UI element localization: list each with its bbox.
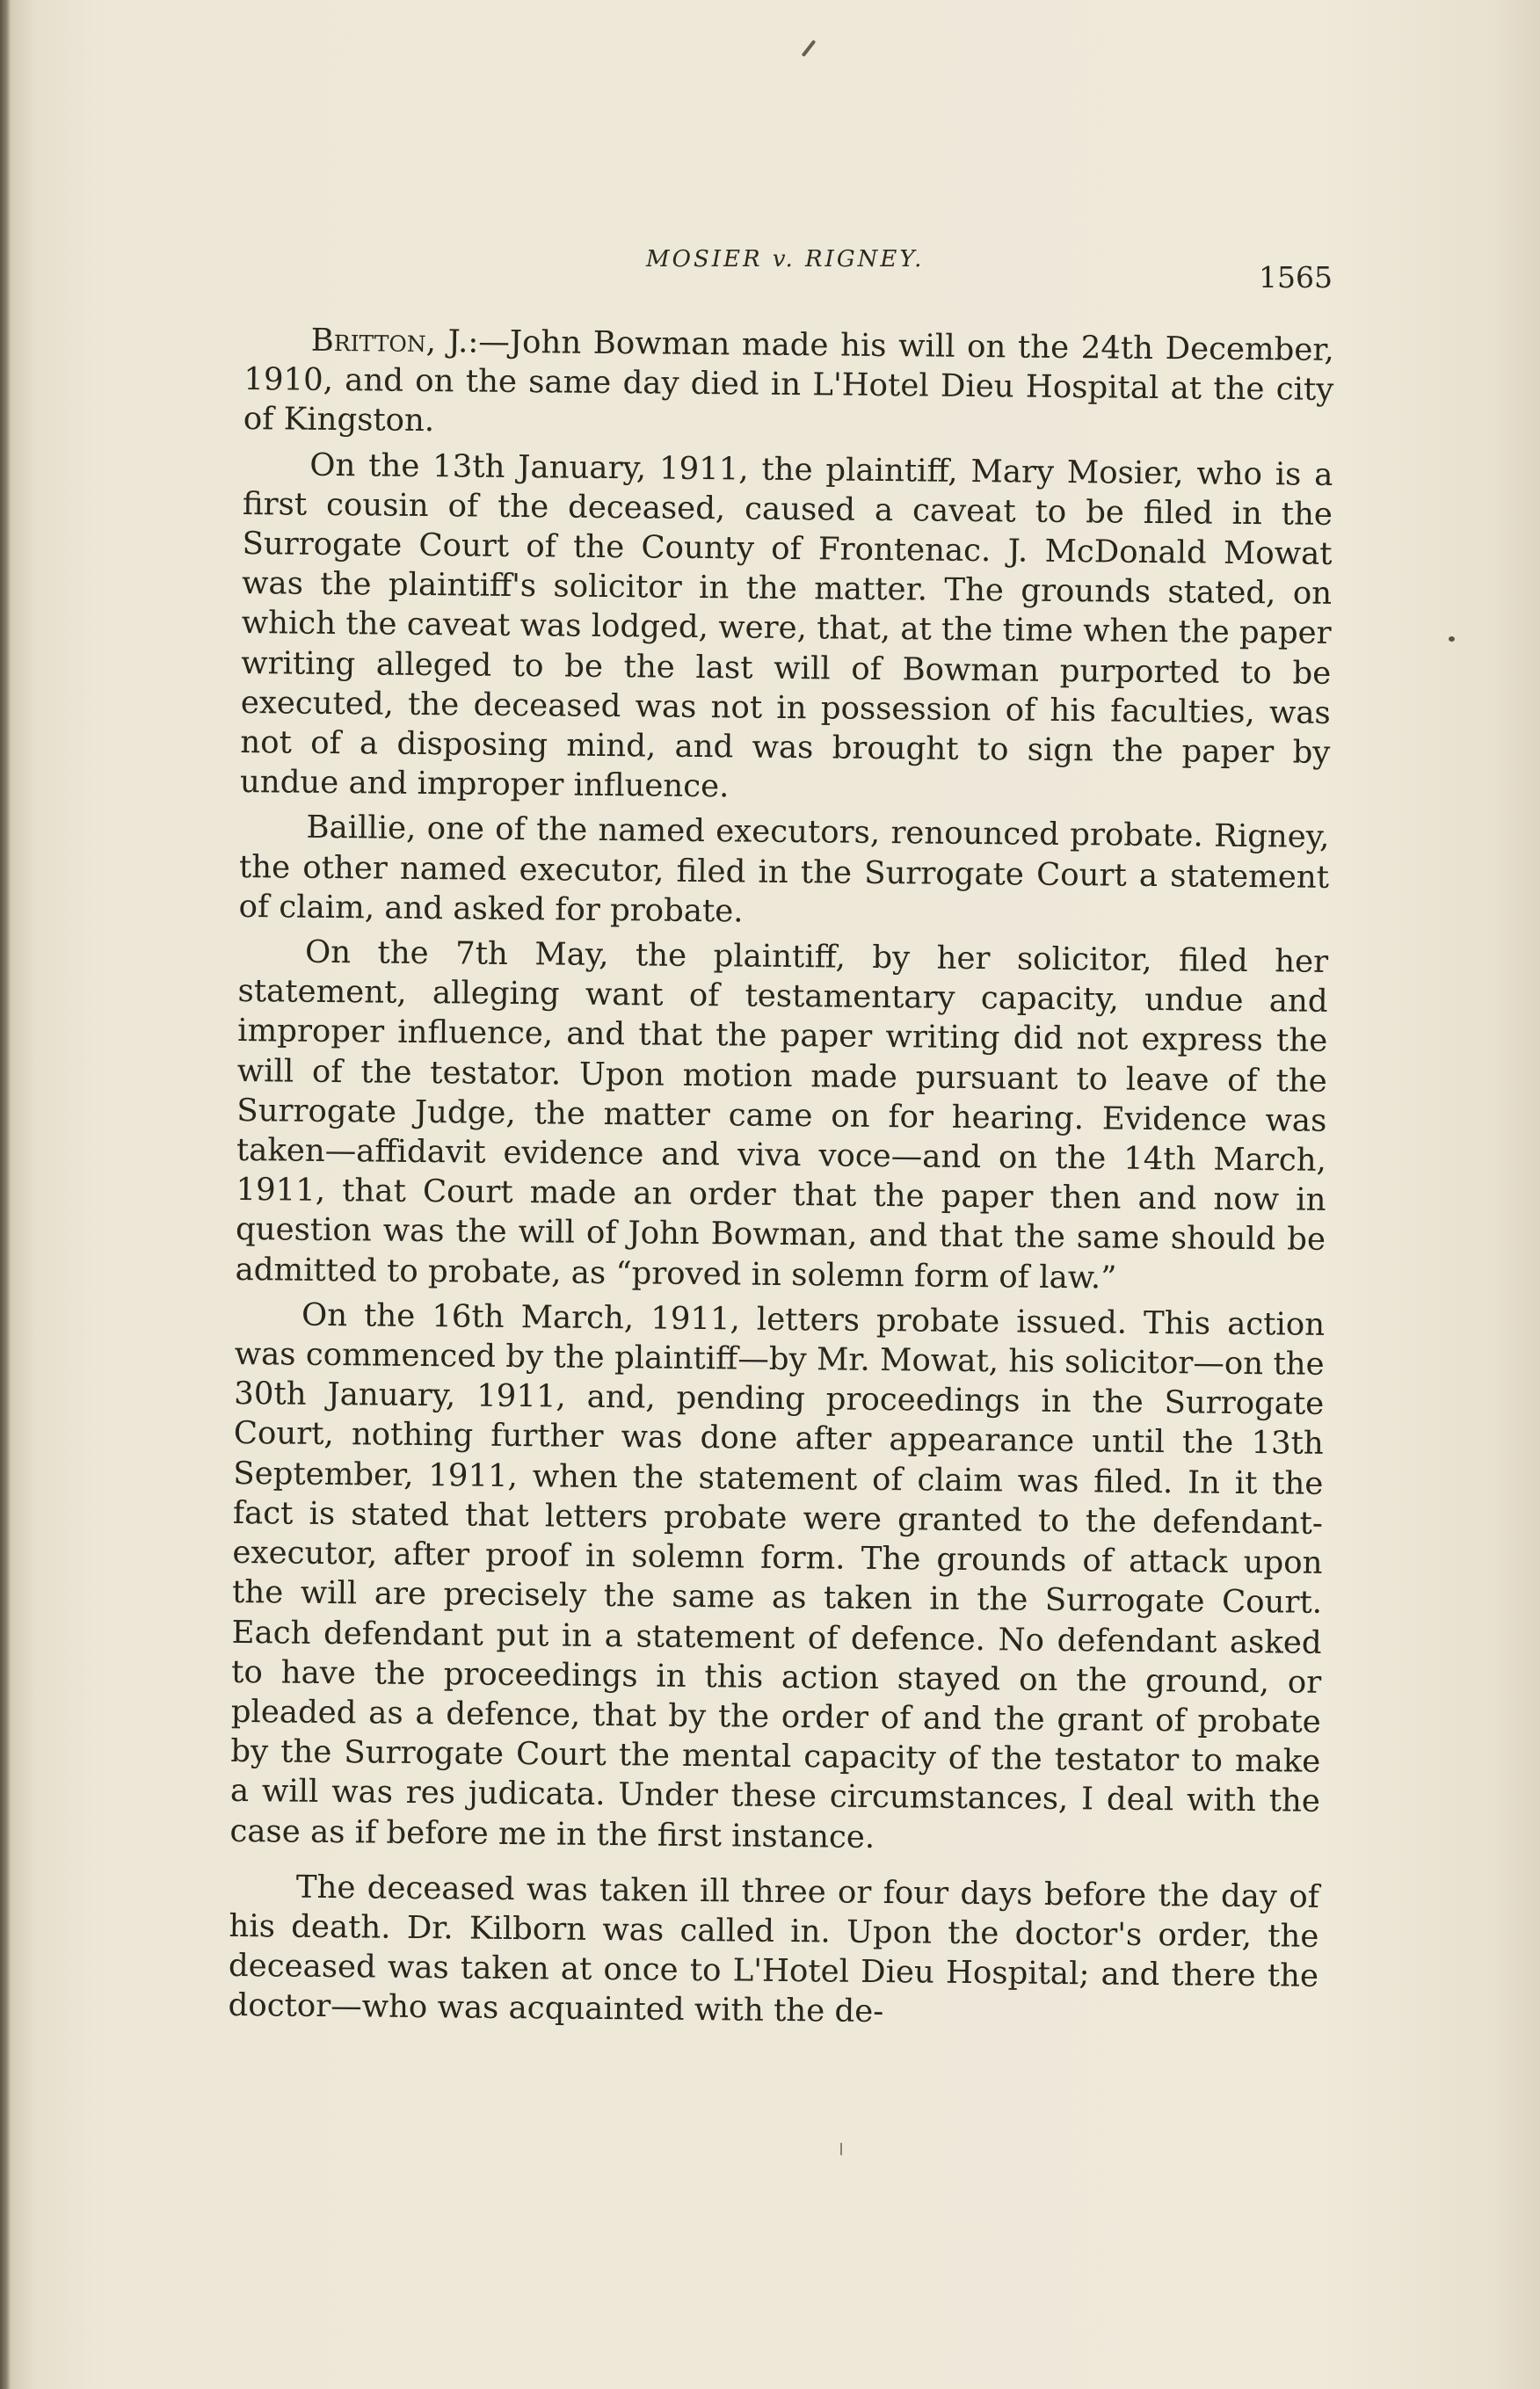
- footer-mark: [840, 2143, 842, 2155]
- ink-speck: [1449, 636, 1455, 642]
- body-text: [228, 320, 1334, 2036]
- paragraph-6: The deceased was taken ill three or four days before the day of his death. Dr. Kilborn was called in. Upon the doctor's order, the deceased was taken at once to L'Hotel Dieu Hospital; and there the doctor—who was acquainted with the de-: [228, 1869, 1320, 2030]
- judge-name: Britton: [310, 322, 426, 359]
- pen-mark: [802, 40, 817, 57]
- binding-edge: [0, 0, 11, 2389]
- page-number: 1565: [1259, 260, 1333, 294]
- paragraph-5: On the 16th March, 1911, letters probate issued. This action was commenced by the plaintiff—by Mr. Mowat, his solicitor—on the 30th January, 1911, and, pending proceedings in the Surrogate Court, nothing further was done after appearance until the 13th September, 1911, when the statement of claim was filed. In it the fact is stated that letters probate were granted to the defendant-executor, after proof in solemn form. The grounds of attack upon the will are precisely the same as taken in the Surrogate Court. Each defendant put in a statement of defence. No defendant asked to have the proceedings in this action stayed on the ground, or pleaded as a defence, that by the order of and the grant of probate by the Surrogate Court the mental capacity of the testator to make a will was res judicata. Under these circumstances, I deal with the case as if before me in the first instance.: [229, 1296, 1326, 1855]
- paragraph-1-text: , J.:—John Bowman made his will on the 24th December, 1910, and on the same day died in L'Hotel Dieu Hospital at the city of Kingston.: [243, 323, 1334, 439]
- running-title: MOSIER v. RIGNEY.: [646, 246, 925, 272]
- paragraph-2: On the 13th January, 1911, the plaintiff, Mary Mosier, who is a first cousin of the deceased, caused a caveat to be filed in the Surrogate Court of the County of Frontenac. J. McDonald Mowat was the plaintiff's solicitor in the matter. The grounds stated, on which the caveat was lodged, were, that, at the time when the paper writing alleged to be the last will of Bowman purported to be executed, the deceased was not in possession of his faculties, was not of a disposing mind, and was brought to sign the paper by undue and improper influence.: [239, 447, 1333, 805]
- paragraph-4: On the 7th May, the plaintiff, by her solicitor, filed her statement, alleging want of testamentary capacity, undue and improper influence, and that the paper writing did not express the will of the testator. Upon motion made pursuant to leave of the Surrogate Judge, the matter came on for hearing. Evidence was taken—affidavit evidence and viva voce—and on the 14th March, 1911, that Court made an order that the paper then and now in question was the will of John Bowman, and that the same should be admitted to probate, as “proved in solemn form of law.”: [235, 933, 1329, 1296]
- paragraph-1: [243, 320, 1334, 450]
- paragraph-3: Baillie, one of the named executors, renounced probate. Rigney, the other named executor, filed in the Surrogate Court a statement of claim, and asked for probate.: [238, 810, 1330, 930]
